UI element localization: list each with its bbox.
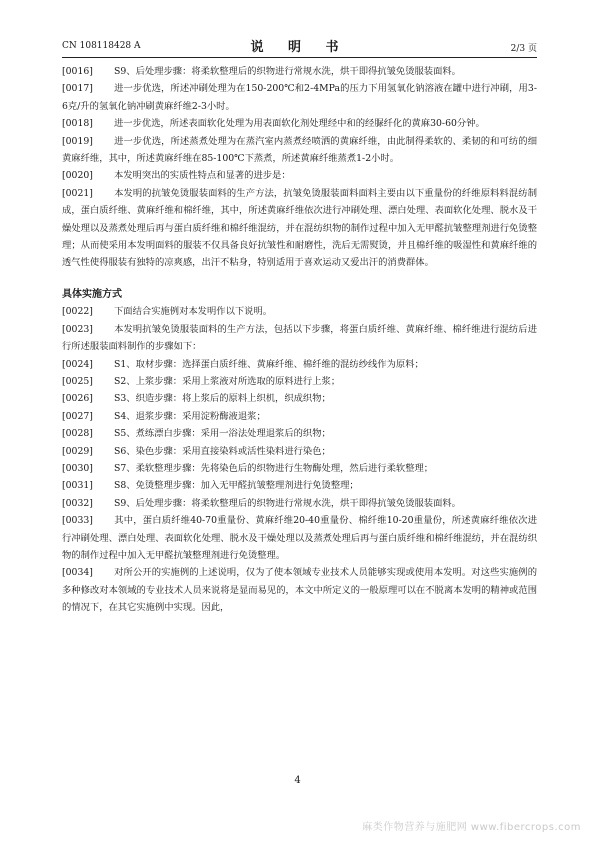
paragraph-text: 进一步优选，所述表面软化处理为用表面软化剂处理经中和的经脲纤化的黄麻30-60分钟。 [114,118,485,130]
paragraph-text: 其中，蛋白质纤维40-70重量份、黄麻纤维20-40重量份、棉纤维10-20重量份，所述黄麻纤维依次进行冲刷处理、漂白处理、表面软化处理、脱水及干燥处理以及蒸煮处理后再与蛋白质纤维和棉纤维混纺，并在混纺织物的制作过程中加入无甲醛抗皱整理剂进行免烫整理。 [62,515,537,561]
paragraph [62,390,537,407]
paragraph [62,425,537,442]
page-header [62,36,537,56]
paragraph-text: S6、染色步骤：采用直接染料或活性染料进行染色； [114,445,331,457]
paragraph-text: S8、免烫整理步骤：加入无甲醛抗皱整理剂进行免烫整理； [114,480,359,492]
paragraph [62,408,537,425]
paragraph-text: 本发明突出的实质性特点和显著的进步是： [114,170,291,182]
paragraph-text: S3、织造步骤：将上浆后的原料上织机，织成织物； [114,393,331,405]
paragraph [62,512,537,564]
paragraph-list-top [62,63,537,272]
paragraph-list-bottom [62,303,537,616]
header-rule [62,57,537,58]
paragraph-text: S4、退浆步骤：采用淀粉酶液退浆； [114,410,266,422]
paragraph [62,373,537,390]
paragraph [62,477,537,494]
patent-number: CN 108118428 A [62,41,141,51]
paragraph-text: 本发明的抗皱免烫服装面料的生产方法，抗皱免烫服装面料面料主要由以下重量份的纤维原料料混纺制成，蛋白质纤维、黄麻纤维和棉纤维，其中，所述黄麻纤维依次进行冲刷处理、漂白处理、表面软化处理、脱水及干燥处理以及蒸煮处理后再与蛋白质纤维和棉纤维混纺，并在混纺织物的制作过程中加入无甲醛抗皱整理剂进行免烫整理；从而使采用本发明面料的服装不仅具备良好抗皱性和耐磨性，洗后无需熨烫，并且棉纤维的吸湿性和黄麻纤维的透气性使得服装有独特的凉爽感，出汗不粘身，特别适用于喜欢运动又爱出汗的消费群体。 [62,187,537,269]
paragraph-number: [0033] [62,515,93,527]
section-title: 具体实施方式 [62,288,122,300]
paragraph-text: 本发明抗皱免烫服装面料的生产方法，包括以下步骤，将蛋白质纤维、黄麻纤维、棉纤维进行混纺后进行所述服装面料制作的步骤如下： [62,323,537,353]
paragraph [62,443,537,460]
paragraph-number: [0021] [62,187,93,199]
paragraph-number: [0017] [62,83,93,95]
paragraph-number: [0018] [62,118,93,130]
paragraph [62,80,537,115]
paragraph-text: 进一步优选，所述蒸煮处理为在蒸汽室内蒸煮经喷洒的黄麻纤维，由此制得柔软的、柔韧的和可纺的细黄麻纤维，其中，所述黄麻纤维在85-100℃下蒸煮，所述黄麻纤维蒸煮1-2小时。 [62,135,537,165]
paragraph-text: S7、柔软整理步骤：先将染色后的织物进行生物酶处理，然后进行柔软整理； [114,462,434,474]
paragraph-number: [0023] [62,323,93,335]
paragraph-number: [0024] [62,358,93,370]
paragraph-number: [0028] [62,428,93,440]
paragraph-number: [0026] [62,393,93,405]
paragraph-number: [0025] [62,375,93,387]
document-body [62,63,537,617]
paragraph-number: [0016] [62,66,93,77]
paragraph-text: 进一步优选，所述冲刷处理为在150-200℃和2-4MPa的压力下用氢氧化钠溶液在罐中进行冲刷，用3-6克/升的氢氧化钠冲刷黄麻纤维2-3小时。 [62,83,537,112]
paragraph [62,63,537,80]
paragraph-number: [0032] [62,497,93,509]
paragraph-number: [0027] [62,410,93,422]
paragraph-text: 对所公开的实施例的上述说明，仅为了使本领域专业技术人员能够实现或使用本发明。对这些实施例的多种修改对本领域的专业技术人员来说将是显而易见的，本文中所定义的一般原理可以在不脱离本发明的精神或范围的情况下，在其它实施例中实现。因此， [62,567,537,614]
paragraph [62,495,537,512]
page-info: 2/3 页 [510,44,537,54]
paragraph [62,133,537,168]
paragraph-number: [0030] [62,462,93,474]
paragraph-text: S9、后处理步骤：将柔软整理后的织物进行常规水洗，烘干即得抗皱免烫服装面料。 [114,66,461,77]
paragraph-number: [0019] [62,135,93,147]
paragraph-number: [0020] [62,170,93,182]
paragraph [62,321,537,356]
paragraph-text: S9、后处理步骤：将柔软整理后的织物进行常规水洗，烘干即得抗皱免烫服装面料。 [114,497,461,509]
site-watermark: 麻类作物营养与施肥网 www.fibercrops.com [362,822,581,833]
paragraph-number: [0022] [62,306,93,318]
paragraph [62,167,537,184]
paragraph [62,564,537,616]
paragraph [62,115,537,132]
paragraph-text: S5、煮练漂白步骤：采用一浴法处理退浆后的织物； [114,428,331,440]
paragraph-number: [0031] [62,480,93,492]
paragraph [62,356,537,373]
paragraph-text: 下面结合实施例对本发明作以下说明。 [114,306,273,318]
paragraph [62,460,537,477]
paragraph [62,303,537,320]
paragraph-number: [0034] [62,567,93,579]
page-number: 4 [294,775,301,786]
paragraph [62,185,537,272]
paragraph-number: [0029] [62,445,93,457]
document-title: 说 明 书 [250,40,349,55]
paragraph-text: S1、取材步骤：选择蛋白质纤维、黄麻纤维、棉纤维的混纺纱线作为原料； [114,358,424,370]
paragraph-text: S2、上浆步骤：采用上浆液对所选取的原料进行上浆； [114,375,341,387]
